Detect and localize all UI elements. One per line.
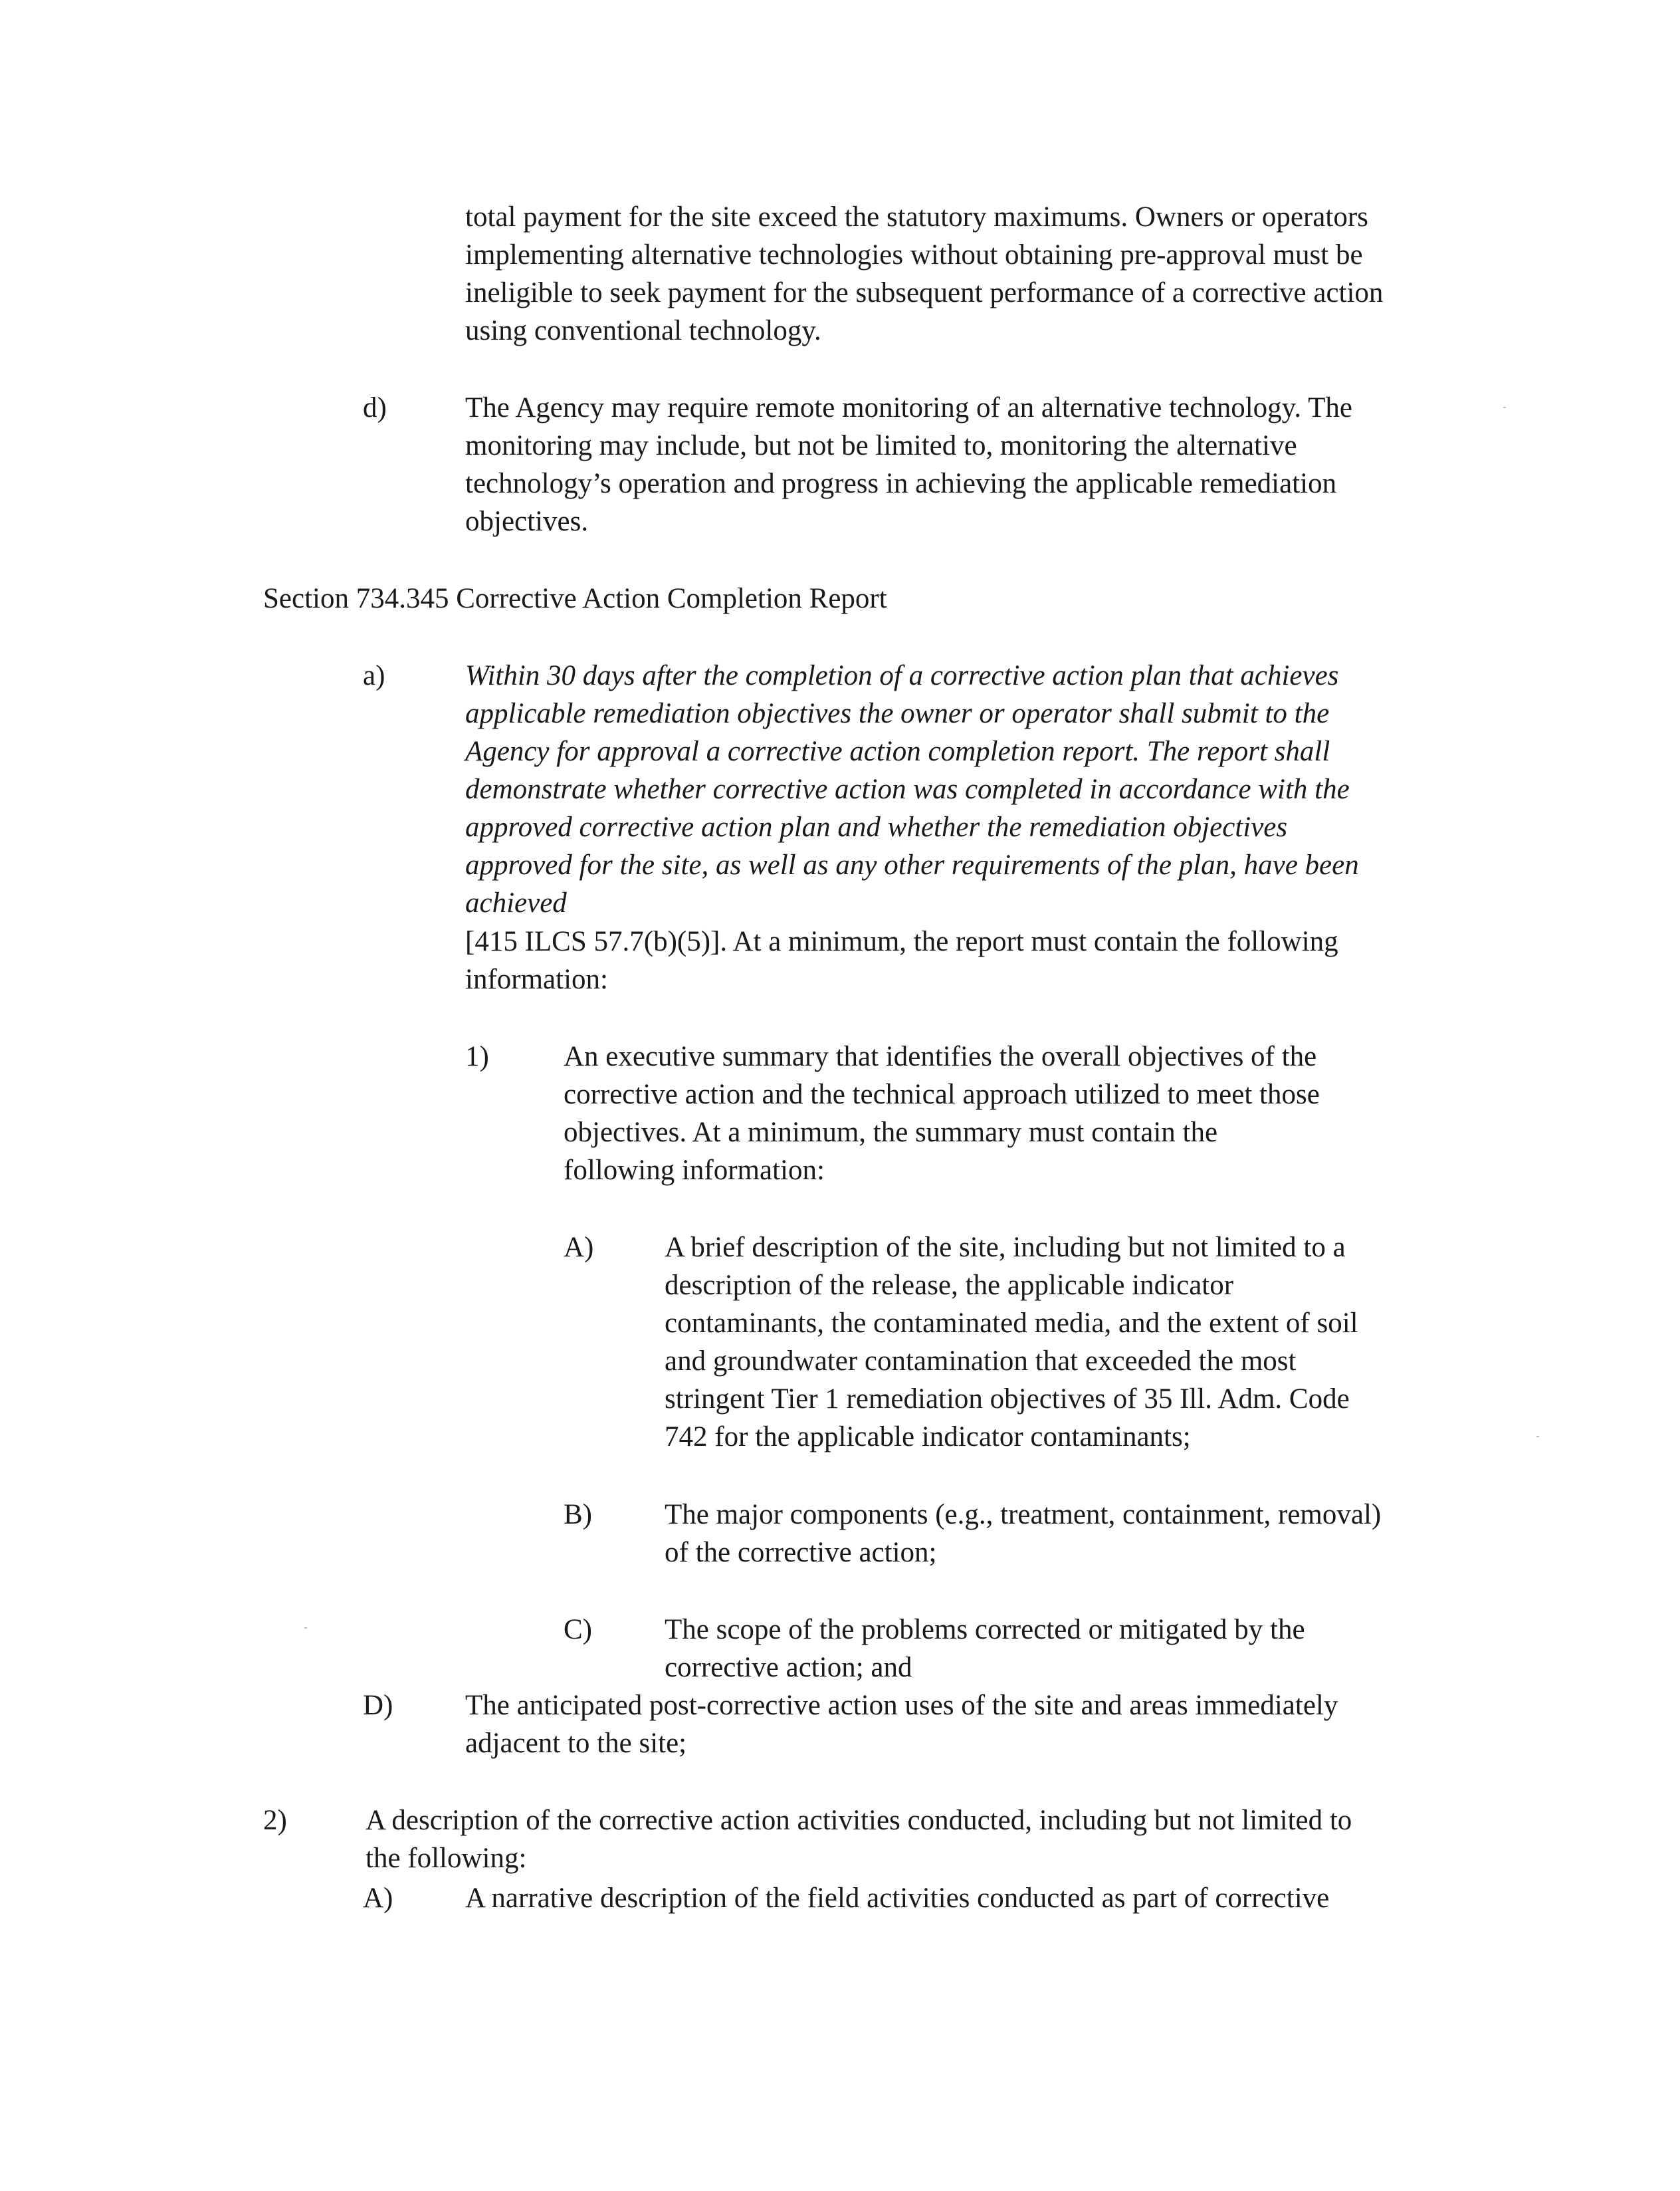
list-marker: d)	[363, 392, 387, 423]
text-line: An executive summary that identifies the overall objectives of the	[564, 1041, 1317, 1072]
scan-speck	[304, 1627, 307, 1629]
text-line: information:	[465, 964, 608, 995]
text-line: following information:	[564, 1155, 825, 1186]
text-line: description of the release, the applicable indicator	[665, 1270, 1234, 1301]
section-heading: Section 734.345 Corrective Action Completion Report	[263, 583, 887, 614]
text-line: and groundwater contamination that exceeded the most	[665, 1345, 1297, 1377]
statutory-text-line: Agency for approval a corrective action completion report. The report shall	[465, 736, 1330, 767]
text-line: The major components (e.g., treatment, containment, removal)	[665, 1499, 1382, 1530]
statutory-text-line: approved for the site, as well as any other requirements of the plan, have been	[465, 850, 1359, 881]
list-marker: 2)	[263, 1805, 287, 1836]
text-line: The anticipated post-corrective action uses of the site and areas immediately	[465, 1690, 1338, 1721]
text-line: adjacent to the site;	[465, 1728, 687, 1759]
text-line: 742 for the applicable indicator contaminants;	[665, 1421, 1191, 1452]
text-line: The scope of the problems corrected or mitigated by the	[665, 1614, 1305, 1645]
text-line: The Agency may require remote monitoring of an alternative technology. The	[465, 392, 1352, 423]
statutory-text-line: approved corrective action plan and whether the remediation objectives	[465, 812, 1288, 843]
text-line: of the corrective action;	[665, 1537, 937, 1568]
text-line: A narrative description of the field activities conducted as part of corrective	[465, 1883, 1330, 1914]
text-line: technology’s operation and progress in achieving the applicable remediation	[465, 468, 1337, 499]
text-line: [415 ILCS 57.7(b)(5)]. At a minimum, the report must contain the following	[465, 926, 1338, 957]
statutory-text-line: achieved	[465, 887, 567, 919]
list-marker: a)	[363, 660, 385, 691]
statutory-text-line: applicable remediation objectives the owner or operator shall submit to the	[465, 698, 1330, 729]
scan-speck	[1503, 407, 1506, 408]
statutory-text-line: demonstrate whether corrective action was completed in accordance with the	[465, 774, 1350, 805]
text-line: corrective action and the technical approach utilized to meet those	[564, 1079, 1320, 1110]
list-marker: C)	[564, 1614, 592, 1645]
text-line: total payment for the site exceed the statutory maximums. Owners or operators	[465, 201, 1368, 233]
text-line: corrective action; and	[665, 1652, 912, 1683]
scan-speck	[1536, 1436, 1539, 1437]
text-line: the following:	[366, 1843, 527, 1874]
list-marker: A)	[363, 1883, 393, 1914]
text-line: implementing alternative technologies without obtaining pre-approval must be	[465, 239, 1363, 271]
text-line: monitoring may include, but not be limited to, monitoring the alternative	[465, 430, 1297, 461]
text-line: objectives.	[465, 506, 589, 537]
list-marker: D)	[363, 1690, 393, 1721]
text-line: ineligible to seek payment for the subsequent performance of a corrective action	[465, 277, 1384, 308]
list-marker: B)	[564, 1499, 592, 1530]
text-line: stringent Tier 1 remediation objectives of 35 Ill. Adm. Code	[665, 1383, 1350, 1415]
statutory-text-line: Within 30 days after the completion of a corrective action plan that achieves	[465, 660, 1339, 691]
list-marker: 1)	[465, 1041, 489, 1072]
text-line: using conventional technology.	[465, 315, 821, 346]
text-line: A brief description of the site, including but not limited to a	[665, 1232, 1346, 1263]
text-line: objectives. At a minimum, the summary must contain the	[564, 1117, 1218, 1148]
text-line: A description of the corrective action activities conducted, including but not limited to	[366, 1805, 1352, 1836]
text-line: contaminants, the contaminated media, and the extent of soil	[665, 1308, 1358, 1339]
list-marker: A)	[564, 1232, 594, 1263]
